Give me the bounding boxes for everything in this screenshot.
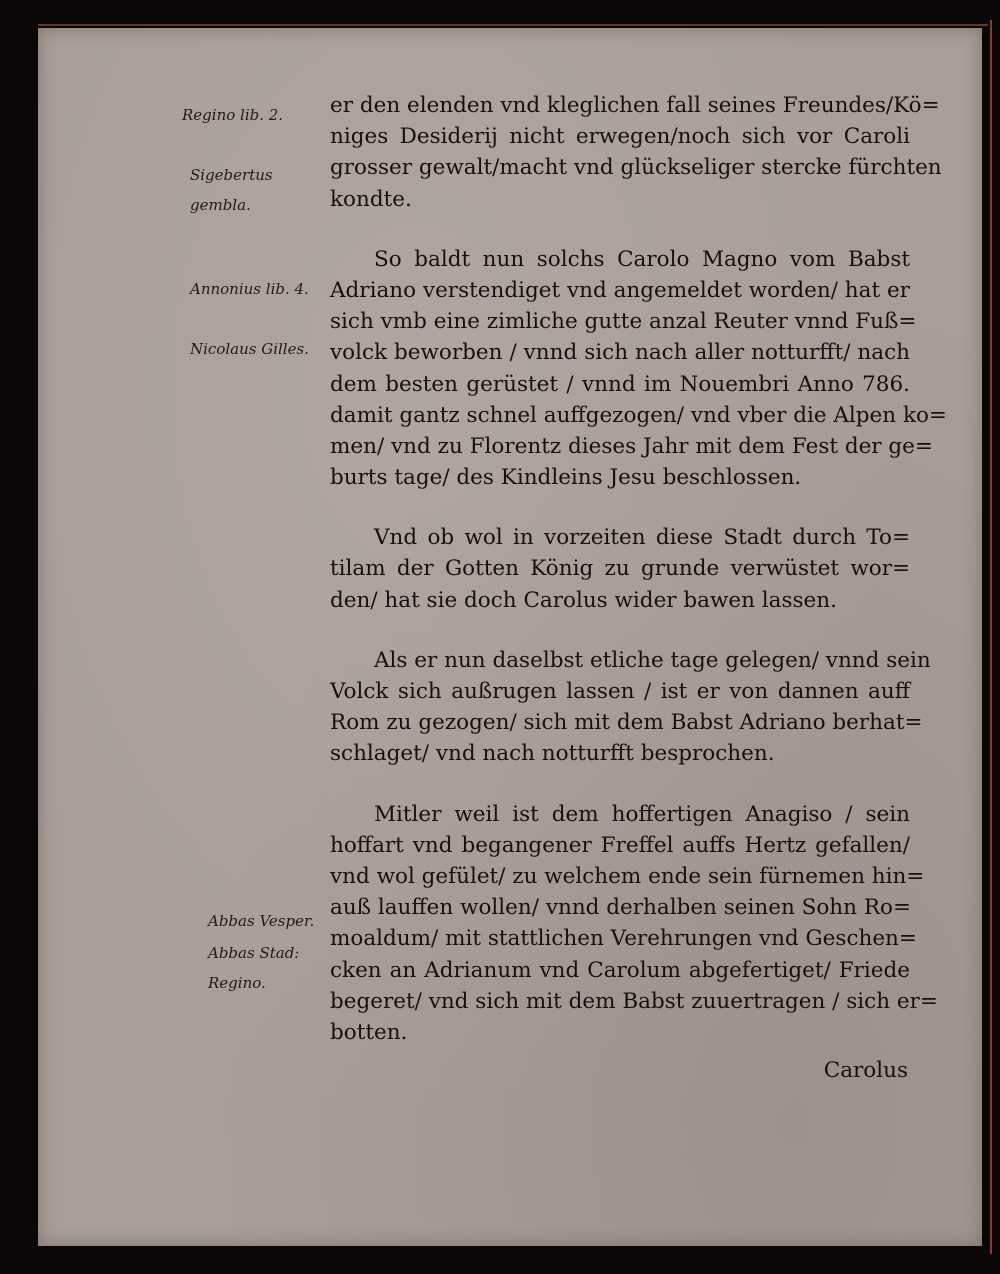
page-right-edge (990, 20, 992, 1254)
text-line: Rom zu gezogen/ sich mit dem Babst Adriano berhat= (330, 710, 923, 736)
paragraph (330, 799, 938, 1049)
text-line: moaldum/ mit stattlichen Verehrungen vnd Geschen= (330, 926, 917, 952)
text-line: men/ vnd zu Florentz dieses Jahr mit dem Fest der ge= (330, 433, 933, 459)
text-line: niges Desiderij nicht erwegen/noch sich vor Caroli (330, 124, 910, 150)
text-line: botten. (330, 1019, 408, 1045)
text-line: Adriano verstendiget vnd angemeldet worden/ hat er (330, 277, 910, 303)
page-top-edge (38, 24, 988, 26)
text-line: schlaget/ vnd nach notturfft besprochen. (330, 741, 775, 767)
text-line: den/ hat sie doch Carolus wider bawen lassen. (330, 587, 837, 613)
margin-note: Regino lib. 2. (182, 106, 284, 124)
paragraph (330, 244, 947, 494)
text-line: Mitler weil ist dem hoffertigen Anagiso / sein (374, 801, 910, 827)
margin-note: Abbas Stad: (208, 944, 300, 962)
paragraph (330, 522, 910, 616)
text-line: begeret/ vnd sich mit dem Babst zuuertragen / sich er= (330, 988, 938, 1014)
text-line: Als er nun daselbst etliche tage gelegen/ vnnd sein (374, 647, 931, 673)
margin-note: Sigebertus (190, 166, 273, 184)
text-line: burts tage/ des Kindleins Jesu beschlossen. (330, 465, 802, 491)
text-line: kondte. (330, 186, 412, 212)
text-line: grosser gewalt/macht vnd glückseliger stercke fürchten (330, 155, 942, 181)
text-line: damit gantz schnel auffgezogen/ vnd vber die Alpen ko= (330, 402, 947, 428)
paragraph (330, 90, 942, 215)
text-line: er den elenden vnd kleglichen fall seines Freundes/Kö= (330, 93, 940, 118)
text-line: So baldt nun solchs Carolo Magno vom Babst (374, 246, 910, 272)
text-line: Volck sich außrugen lassen / ist er von dannen auff (330, 679, 910, 704)
main-text-column (330, 90, 947, 1048)
text-line: tilam der Gotten König zu grunde verwüstet wor= (330, 556, 910, 582)
text-line: sich vmb eine zimliche gutte anzal Reuter vnnd Fuß= (330, 309, 917, 335)
text-line: hoffart vnd begangener Freffel auffs Hertz gefallen/ (330, 832, 910, 858)
text-line: Vnd ob wol in vorzeiten diese Stadt durch To= (374, 525, 910, 551)
text-line: volck beworben / vnnd sich nach aller notturfft/ nach (330, 340, 910, 366)
paragraph (330, 645, 931, 770)
margin-note: gembla. (190, 196, 251, 214)
margin-note: Nicolaus Gilles. (190, 340, 309, 358)
text-line: dem besten gerüstet / vnnd im Nouembri Anno 786. (330, 371, 910, 397)
margin-note: Annonius lib. 4. (190, 280, 309, 298)
catchword: Carolus (823, 1058, 908, 1083)
text-line: auß lauffen wollen/ vnnd derhalben seinen Sohn Ro= (330, 895, 911, 921)
text-line: vnd wol gefület/ zu welchem ende sein fürnemen hin= (330, 863, 925, 889)
margin-note: Regino. (208, 974, 266, 992)
margin-note: Abbas Vesper. (208, 912, 315, 930)
text-line: cken an Adrianum vnd Carolum abgefertiget/ Friede (330, 957, 910, 983)
